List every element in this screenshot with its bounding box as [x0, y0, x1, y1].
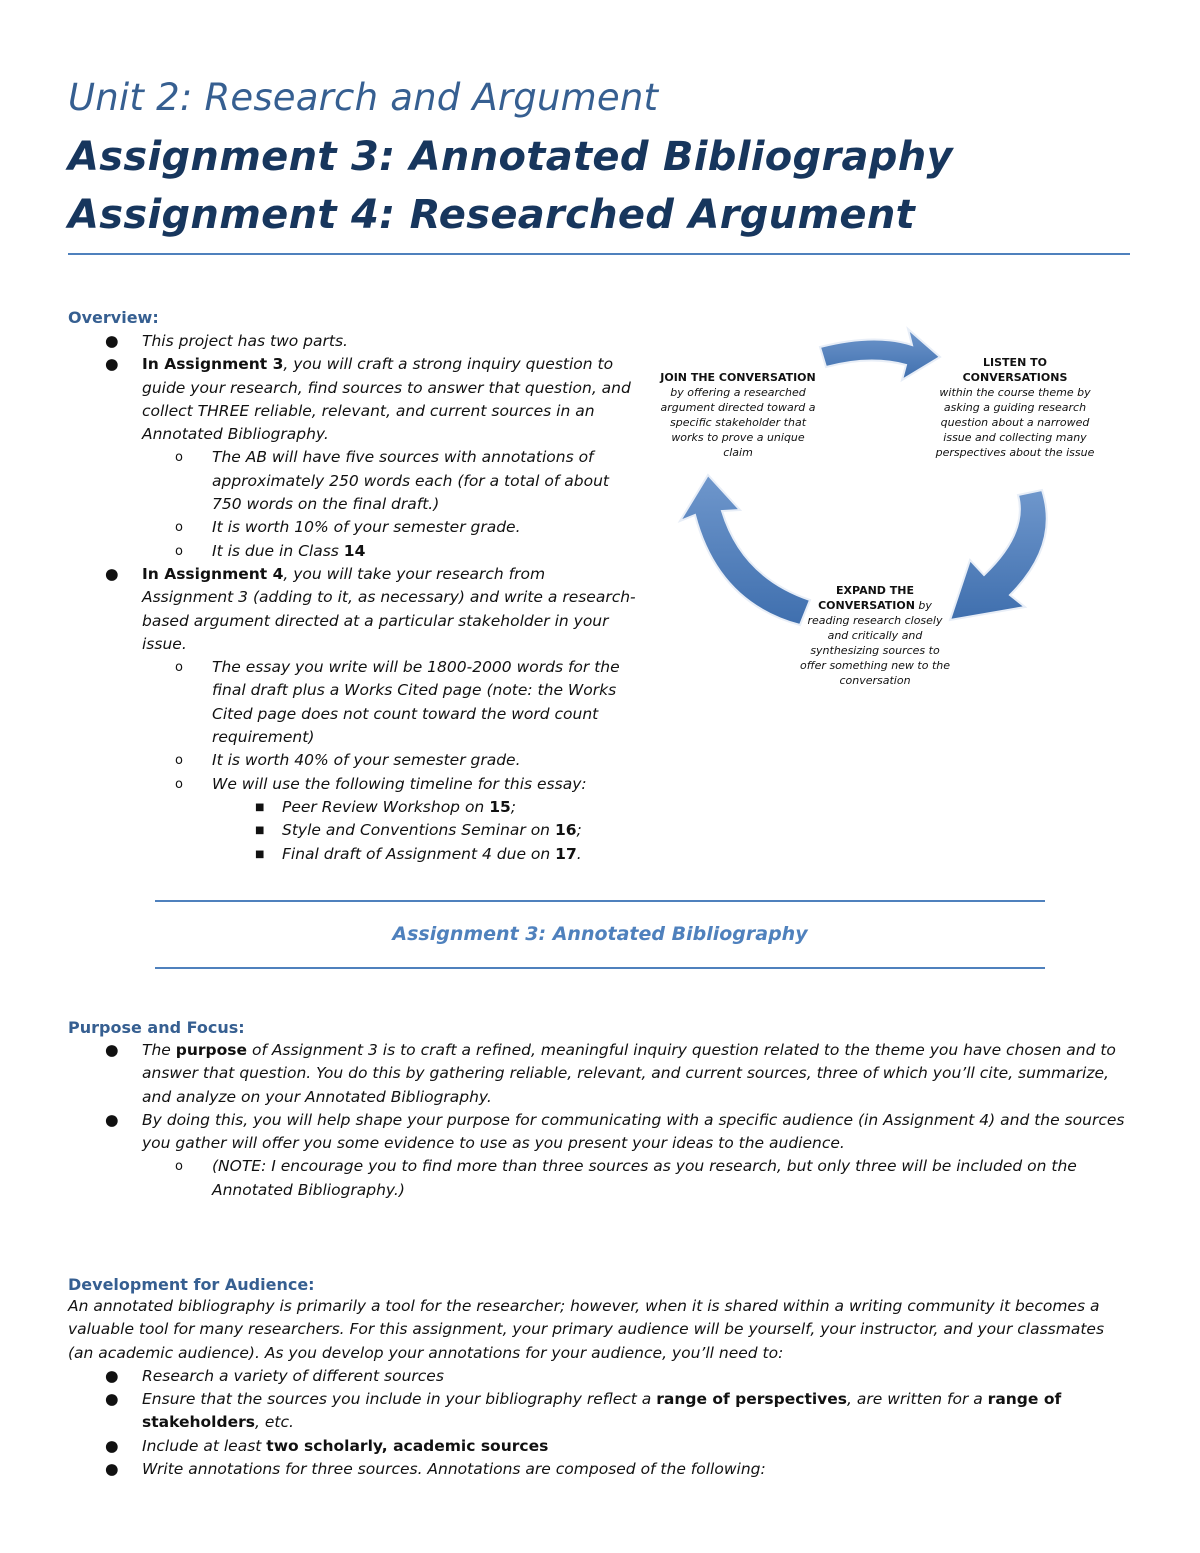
circle-bullet-icon: o	[175, 450, 183, 466]
list-item-text: It is due in Class	[212, 541, 344, 560]
title-divider	[68, 253, 1130, 255]
bullet-icon: ●	[105, 564, 119, 583]
banner-bottom-rule	[155, 967, 1045, 969]
list-item-text: Final draft of Assignment 4 due on	[282, 844, 556, 863]
list-item-text: The AB will have five sources with annotations of approximately 250 words each (for a total of about 750 words on the final draft.)	[212, 448, 609, 514]
bullet-icon: ●	[105, 1436, 119, 1455]
class-number: 14	[343, 541, 366, 560]
list-item-text: (NOTE: I encourage you to find more than three sources as you research, but only three will be included on the Annotated Bibliography.)	[212, 1157, 1077, 1199]
list-item-text: , etc.	[254, 1413, 294, 1432]
list-item	[68, 1388, 1133, 1435]
class-number: 16	[554, 821, 577, 840]
list-item-text: Research a variety of different sources	[142, 1366, 444, 1385]
list-item	[68, 1458, 1133, 1481]
list-item-text: Peer Review Workshop on	[282, 797, 490, 816]
development-intro: An annotated bibliography is primarily a tool for the researcher; however, when it is shared within a writing community it becomes a valuable tool for many researchers. For this assignment, your primary audience will be yourself, your instructor, and your classmates (an academic audience). As you develop your annotations for your audience, you’ll need to:	[68, 1297, 1105, 1362]
overview-list	[68, 330, 638, 866]
assignment4-lead: In Assignment 4	[142, 564, 284, 583]
list-item	[68, 1435, 1133, 1458]
list-item	[68, 330, 638, 353]
list-item-text: The essay you write will be 1800-2000 words for the final draft plus a Works Cited page (note: the Works Cited page does not count toward the word count requirement)	[212, 658, 620, 747]
list-item	[68, 1109, 1133, 1156]
bullet-icon: ●	[105, 1041, 119, 1059]
punctuation: .	[576, 844, 582, 863]
section-title: Assignment 3: Annotated Bibliography	[392, 923, 808, 945]
bullet-icon: ●	[105, 1390, 119, 1409]
circle-bullet-icon: o	[175, 776, 183, 792]
bullet-icon: ●	[105, 1110, 119, 1129]
emphasis-text: range of perspectives	[656, 1390, 848, 1409]
timeline-item	[68, 819, 638, 842]
assignment4-title: Assignment 4: Researched Argument	[68, 192, 916, 238]
listen-body: within the course theme by asking a guiding research question about a narrowed issue and collecting many perspectives about the issue	[935, 386, 1095, 459]
sub-list-item	[68, 516, 638, 539]
bullet-icon: ●	[105, 355, 119, 374]
list-item-text: , are written for a	[847, 1390, 988, 1409]
square-bullet-icon: ■	[255, 801, 265, 813]
overview-heading: Overview:	[68, 308, 159, 327]
top-arrow-icon	[820, 329, 940, 380]
expand-heading: EXPAND THE CONVERSATION	[818, 584, 915, 612]
purpose-heading: Purpose and Focus:	[68, 1018, 245, 1037]
unit-title: Unit 2: Research and Argument	[68, 76, 659, 119]
listen-conversations-label	[935, 355, 1095, 460]
assignment3-lead: In Assignment 3	[142, 355, 284, 374]
expand-body: by reading research closely and critically and synthesizing sources to offer something new to the conversation	[800, 599, 951, 687]
bullet-icon: ●	[105, 1460, 119, 1479]
join-body: by offering a researched argument directed toward a specific stakeholder that works to prove a unique claim	[660, 386, 816, 459]
development-section	[68, 1275, 1133, 1481]
list-item-text: Write annotations for three sources. Annotations are composed of the following:	[142, 1460, 766, 1479]
expand-conversation-label	[800, 583, 950, 688]
timeline-item	[68, 796, 638, 819]
list-item-text: By doing this, you will help shape your purpose for communicating with a specific audience (in Assignment 4) and the sources you gather will offer you some evidence to use as you present your ideas to the audience.	[142, 1110, 1125, 1153]
square-bullet-icon: ■	[255, 848, 265, 860]
purpose-keyword: purpose	[175, 1041, 248, 1059]
list-item	[68, 563, 638, 656]
sub-list-item	[68, 749, 638, 772]
square-bullet-icon: ■	[255, 825, 265, 837]
development-heading: Development for Audience:	[68, 1275, 315, 1294]
list-item	[68, 1039, 1133, 1109]
list-item-text: Style and Conventions Seminar on	[282, 821, 555, 840]
conversation-cycle-diagram	[650, 285, 1100, 715]
circle-bullet-icon: o	[175, 543, 183, 559]
sub-list-item	[68, 540, 638, 563]
left-arrow-icon	[680, 475, 810, 625]
punctuation: ;	[510, 797, 516, 816]
bullet-icon: ●	[105, 1366, 119, 1385]
list-item-text: of Assignment 3 is to craft a refined, meaningful inquiry question related to the theme you have chosen and to answer that question. You do this by gathering reliable, relevant, and current sources, three of which you’ll cite, summarize, and analyze on your Annotated Bibliography.	[142, 1041, 1116, 1106]
listen-heading: LISTEN TO CONVERSATIONS	[962, 356, 1068, 384]
sub-list-item	[68, 656, 638, 749]
list-item-text: Ensure that the sources you include in your bibliography reflect a	[142, 1390, 657, 1409]
emphasis-text: two scholarly, academic sources	[266, 1436, 549, 1455]
list-item-text: The	[142, 1041, 176, 1059]
purpose-list	[68, 1039, 1133, 1202]
list-item-text: It is worth 40% of your semester grade.	[212, 751, 521, 770]
class-number: 17	[555, 844, 577, 863]
assignment3-title: Assignment 3: Annotated Bibliography	[68, 134, 953, 180]
overview-section	[68, 308, 638, 866]
circle-bullet-icon: o	[175, 660, 183, 676]
list-item-text: It is worth 10% of your semester grade.	[212, 518, 521, 537]
list-item-text: Include at least	[142, 1436, 267, 1455]
sub-list-item	[68, 773, 638, 796]
list-item-text: We will use the following timeline for this essay:	[212, 774, 587, 793]
list-item	[68, 353, 638, 446]
purpose-section	[68, 1018, 1133, 1202]
class-number: 15	[489, 797, 511, 816]
join-heading: JOIN THE CONVERSATION	[660, 371, 816, 384]
circle-bullet-icon: o	[175, 520, 183, 536]
circle-bullet-icon: o	[175, 753, 183, 769]
list-item-text: , you will take your research from Assignment 3 (adding to it, as necessary) and write a research-based argument directed at a particular stakeholder in your issue.	[142, 564, 636, 653]
list-item-text: This project has two parts.	[142, 332, 348, 350]
development-list	[68, 1365, 1133, 1481]
join-conversation-label	[658, 370, 818, 460]
circle-bullet-icon: o	[175, 1159, 183, 1175]
banner-top-rule	[155, 900, 1045, 902]
timeline-item	[68, 843, 638, 866]
bullet-icon: ●	[105, 332, 119, 350]
right-arrow-icon	[950, 490, 1047, 620]
list-item-text: , you will craft a strong inquiry question to guide your research, find sources to answer that question, and collect THREE reliable, relevant, and current sources in an Annotated Bibliography.	[142, 355, 631, 444]
sub-list-item	[68, 1155, 1133, 1202]
emphasis-text: range of stakeholders	[142, 1390, 1062, 1432]
sub-list-item	[68, 446, 638, 516]
list-item	[68, 1365, 1133, 1388]
punctuation: ;	[576, 821, 582, 840]
